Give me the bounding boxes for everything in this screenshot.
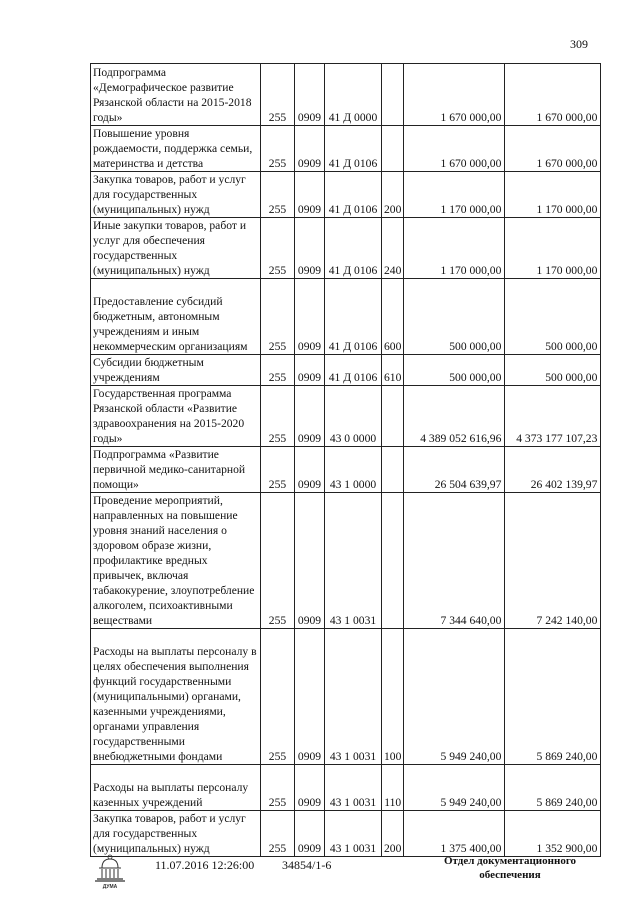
row-name: Иные закупки товаров, работ и услуг для обеспечения государственных (муниципальных) нужд bbox=[91, 218, 261, 279]
row-target-article: 43 1 0031 bbox=[325, 629, 382, 765]
table-row bbox=[91, 218, 601, 279]
row-ved-code: 255 bbox=[261, 493, 295, 629]
row-section-code: 0909 bbox=[295, 218, 325, 279]
row-name: Закупка товаров, работ и услуг для государственных (муниципальных) нужд bbox=[91, 811, 261, 857]
row-section-code: 0909 bbox=[295, 811, 325, 857]
footer-datetime: 11.07.2016 12:26:00 bbox=[155, 858, 255, 872]
table-row bbox=[91, 629, 601, 765]
row-amount-1: 7 344 640,00 bbox=[404, 493, 505, 629]
row-name: Субсидии бюджетным учреждениям bbox=[91, 355, 261, 386]
row-amount-2: 5 869 240,00 bbox=[505, 765, 601, 811]
row-ved-code: 255 bbox=[261, 447, 295, 493]
row-amount-1: 26 504 639,97 bbox=[404, 447, 505, 493]
row-name: Предоставление субсидий бюджетным, автономным учреждениям и иным некоммерческим организациям bbox=[91, 279, 261, 355]
row-expense-type bbox=[382, 493, 404, 629]
row-amount-1: 1 670 000,00 bbox=[404, 126, 505, 172]
row-expense-type: 200 bbox=[382, 172, 404, 218]
row-amount-1: 1 670 000,00 bbox=[404, 64, 505, 126]
row-amount-1: 4 389 052 616,96 bbox=[404, 386, 505, 447]
row-target-article: 41 Д 0106 bbox=[325, 126, 382, 172]
budget-table bbox=[90, 63, 601, 857]
row-amount-2: 1 670 000,00 bbox=[505, 64, 601, 126]
row-ved-code: 255 bbox=[261, 765, 295, 811]
row-amount-2: 500 000,00 bbox=[505, 355, 601, 386]
table-row bbox=[91, 493, 601, 629]
budget-table-body bbox=[91, 64, 601, 857]
table-row bbox=[91, 355, 601, 386]
row-amount-2: 1 170 000,00 bbox=[505, 218, 601, 279]
row-amount-2: 26 402 139,97 bbox=[505, 447, 601, 493]
footer-doc-number: 34854/1-6 bbox=[282, 858, 332, 872]
row-ved-code: 255 bbox=[261, 172, 295, 218]
row-target-article: 43 0 0000 bbox=[325, 386, 382, 447]
row-target-article: 41 Д 0106 bbox=[325, 279, 382, 355]
row-target-article: 43 1 0031 bbox=[325, 493, 382, 629]
row-section-code: 0909 bbox=[295, 279, 325, 355]
page-footer bbox=[0, 848, 640, 898]
row-name: Государственная программа Рязанской области «Развитие здравоохранения на 2015-2020 годы» bbox=[91, 386, 261, 447]
table-row bbox=[91, 386, 601, 447]
row-expense-type bbox=[382, 126, 404, 172]
row-expense-type: 610 bbox=[382, 355, 404, 386]
row-expense-type: 100 bbox=[382, 629, 404, 765]
logo-text: ДУМА bbox=[102, 884, 118, 890]
row-ved-code: 255 bbox=[261, 355, 295, 386]
row-ved-code: 255 bbox=[261, 629, 295, 765]
table-row bbox=[91, 447, 601, 493]
row-ved-code: 255 bbox=[261, 64, 295, 126]
row-amount-2: 1 352 900,00 bbox=[505, 811, 601, 857]
row-ved-code: 255 bbox=[261, 218, 295, 279]
row-amount-2: 1 170 000,00 bbox=[505, 172, 601, 218]
row-amount-2: 5 869 240,00 bbox=[505, 629, 601, 765]
row-target-article: 43 1 0031 bbox=[325, 811, 382, 857]
row-amount-1: 5 949 240,00 bbox=[404, 629, 505, 765]
row-ved-code: 255 bbox=[261, 279, 295, 355]
row-name: Расходы на выплаты персоналу казенных учреждений bbox=[91, 765, 261, 811]
row-section-code: 0909 bbox=[295, 126, 325, 172]
row-name: Подпрограмма «Развитие первичной медико-санитарной помощи» bbox=[91, 447, 261, 493]
row-ved-code: 255 bbox=[261, 811, 295, 857]
row-section-code: 0909 bbox=[295, 629, 325, 765]
row-amount-2: 4 373 177 107,23 bbox=[505, 386, 601, 447]
row-section-code: 0909 bbox=[295, 493, 325, 629]
row-name: Подпрограмма «Демографическое развитие Рязанской области на 2015-2018 годы» bbox=[91, 64, 261, 126]
row-target-article: 43 1 0000 bbox=[325, 447, 382, 493]
row-section-code: 0909 bbox=[295, 447, 325, 493]
row-name: Повышение уровня рождаемости, поддержка семьи, материнства и детства bbox=[91, 126, 261, 172]
row-expense-type: 240 bbox=[382, 218, 404, 279]
row-expense-type: 600 bbox=[382, 279, 404, 355]
row-amount-2: 500 000,00 bbox=[505, 279, 601, 355]
row-expense-type bbox=[382, 386, 404, 447]
row-expense-type: 200 bbox=[382, 811, 404, 857]
table-row bbox=[91, 64, 601, 126]
row-amount-1: 1 170 000,00 bbox=[404, 172, 505, 218]
row-amount-1: 5 949 240,00 bbox=[404, 765, 505, 811]
row-target-article: 41 Д 0106 bbox=[325, 172, 382, 218]
table-row bbox=[91, 126, 601, 172]
row-amount-1: 1 170 000,00 bbox=[404, 218, 505, 279]
table-row bbox=[91, 172, 601, 218]
row-ved-code: 255 bbox=[261, 386, 295, 447]
row-ved-code: 255 bbox=[261, 126, 295, 172]
row-target-article: 41 Д 0000 bbox=[325, 64, 382, 126]
row-expense-type bbox=[382, 447, 404, 493]
row-target-article: 43 1 0031 bbox=[325, 765, 382, 811]
row-name: Закупка товаров, работ и услуг для государственных (муниципальных) нужд bbox=[91, 172, 261, 218]
row-name: Проведение мероприятий, направленных на повышение уровня знаний населения о здоровом образе жизни, профилактике вредных привычек, включая табакокурение, злоупотребление алкоголем, психоактивными веществами bbox=[91, 493, 261, 629]
row-amount-1: 500 000,00 bbox=[404, 355, 505, 386]
table-row bbox=[91, 765, 601, 811]
row-section-code: 0909 bbox=[295, 765, 325, 811]
row-section-code: 0909 bbox=[295, 172, 325, 218]
row-target-article: 41 Д 0106 bbox=[325, 218, 382, 279]
duma-logo-icon bbox=[93, 852, 127, 890]
row-target-article: 41 Д 0106 bbox=[325, 355, 382, 386]
row-amount-1: 1 375 400,00 bbox=[404, 811, 505, 857]
row-expense-type bbox=[382, 64, 404, 126]
row-name: Расходы на выплаты персоналу в целях обеспечения выполнения функций государственными (муниципальными) органами, казенными учреждениями, органами управления государственными внебюджетными фондами bbox=[91, 629, 261, 765]
row-amount-1: 500 000,00 bbox=[404, 279, 505, 355]
page-number: 309 bbox=[570, 37, 588, 51]
row-section-code: 0909 bbox=[295, 64, 325, 126]
row-section-code: 0909 bbox=[295, 386, 325, 447]
footer-department: Отдел документационного обеспечения bbox=[443, 855, 577, 881]
row-amount-2: 7 242 140,00 bbox=[505, 493, 601, 629]
row-amount-2: 1 670 000,00 bbox=[505, 126, 601, 172]
row-section-code: 0909 bbox=[295, 355, 325, 386]
table-row bbox=[91, 279, 601, 355]
row-expense-type: 110 bbox=[382, 765, 404, 811]
